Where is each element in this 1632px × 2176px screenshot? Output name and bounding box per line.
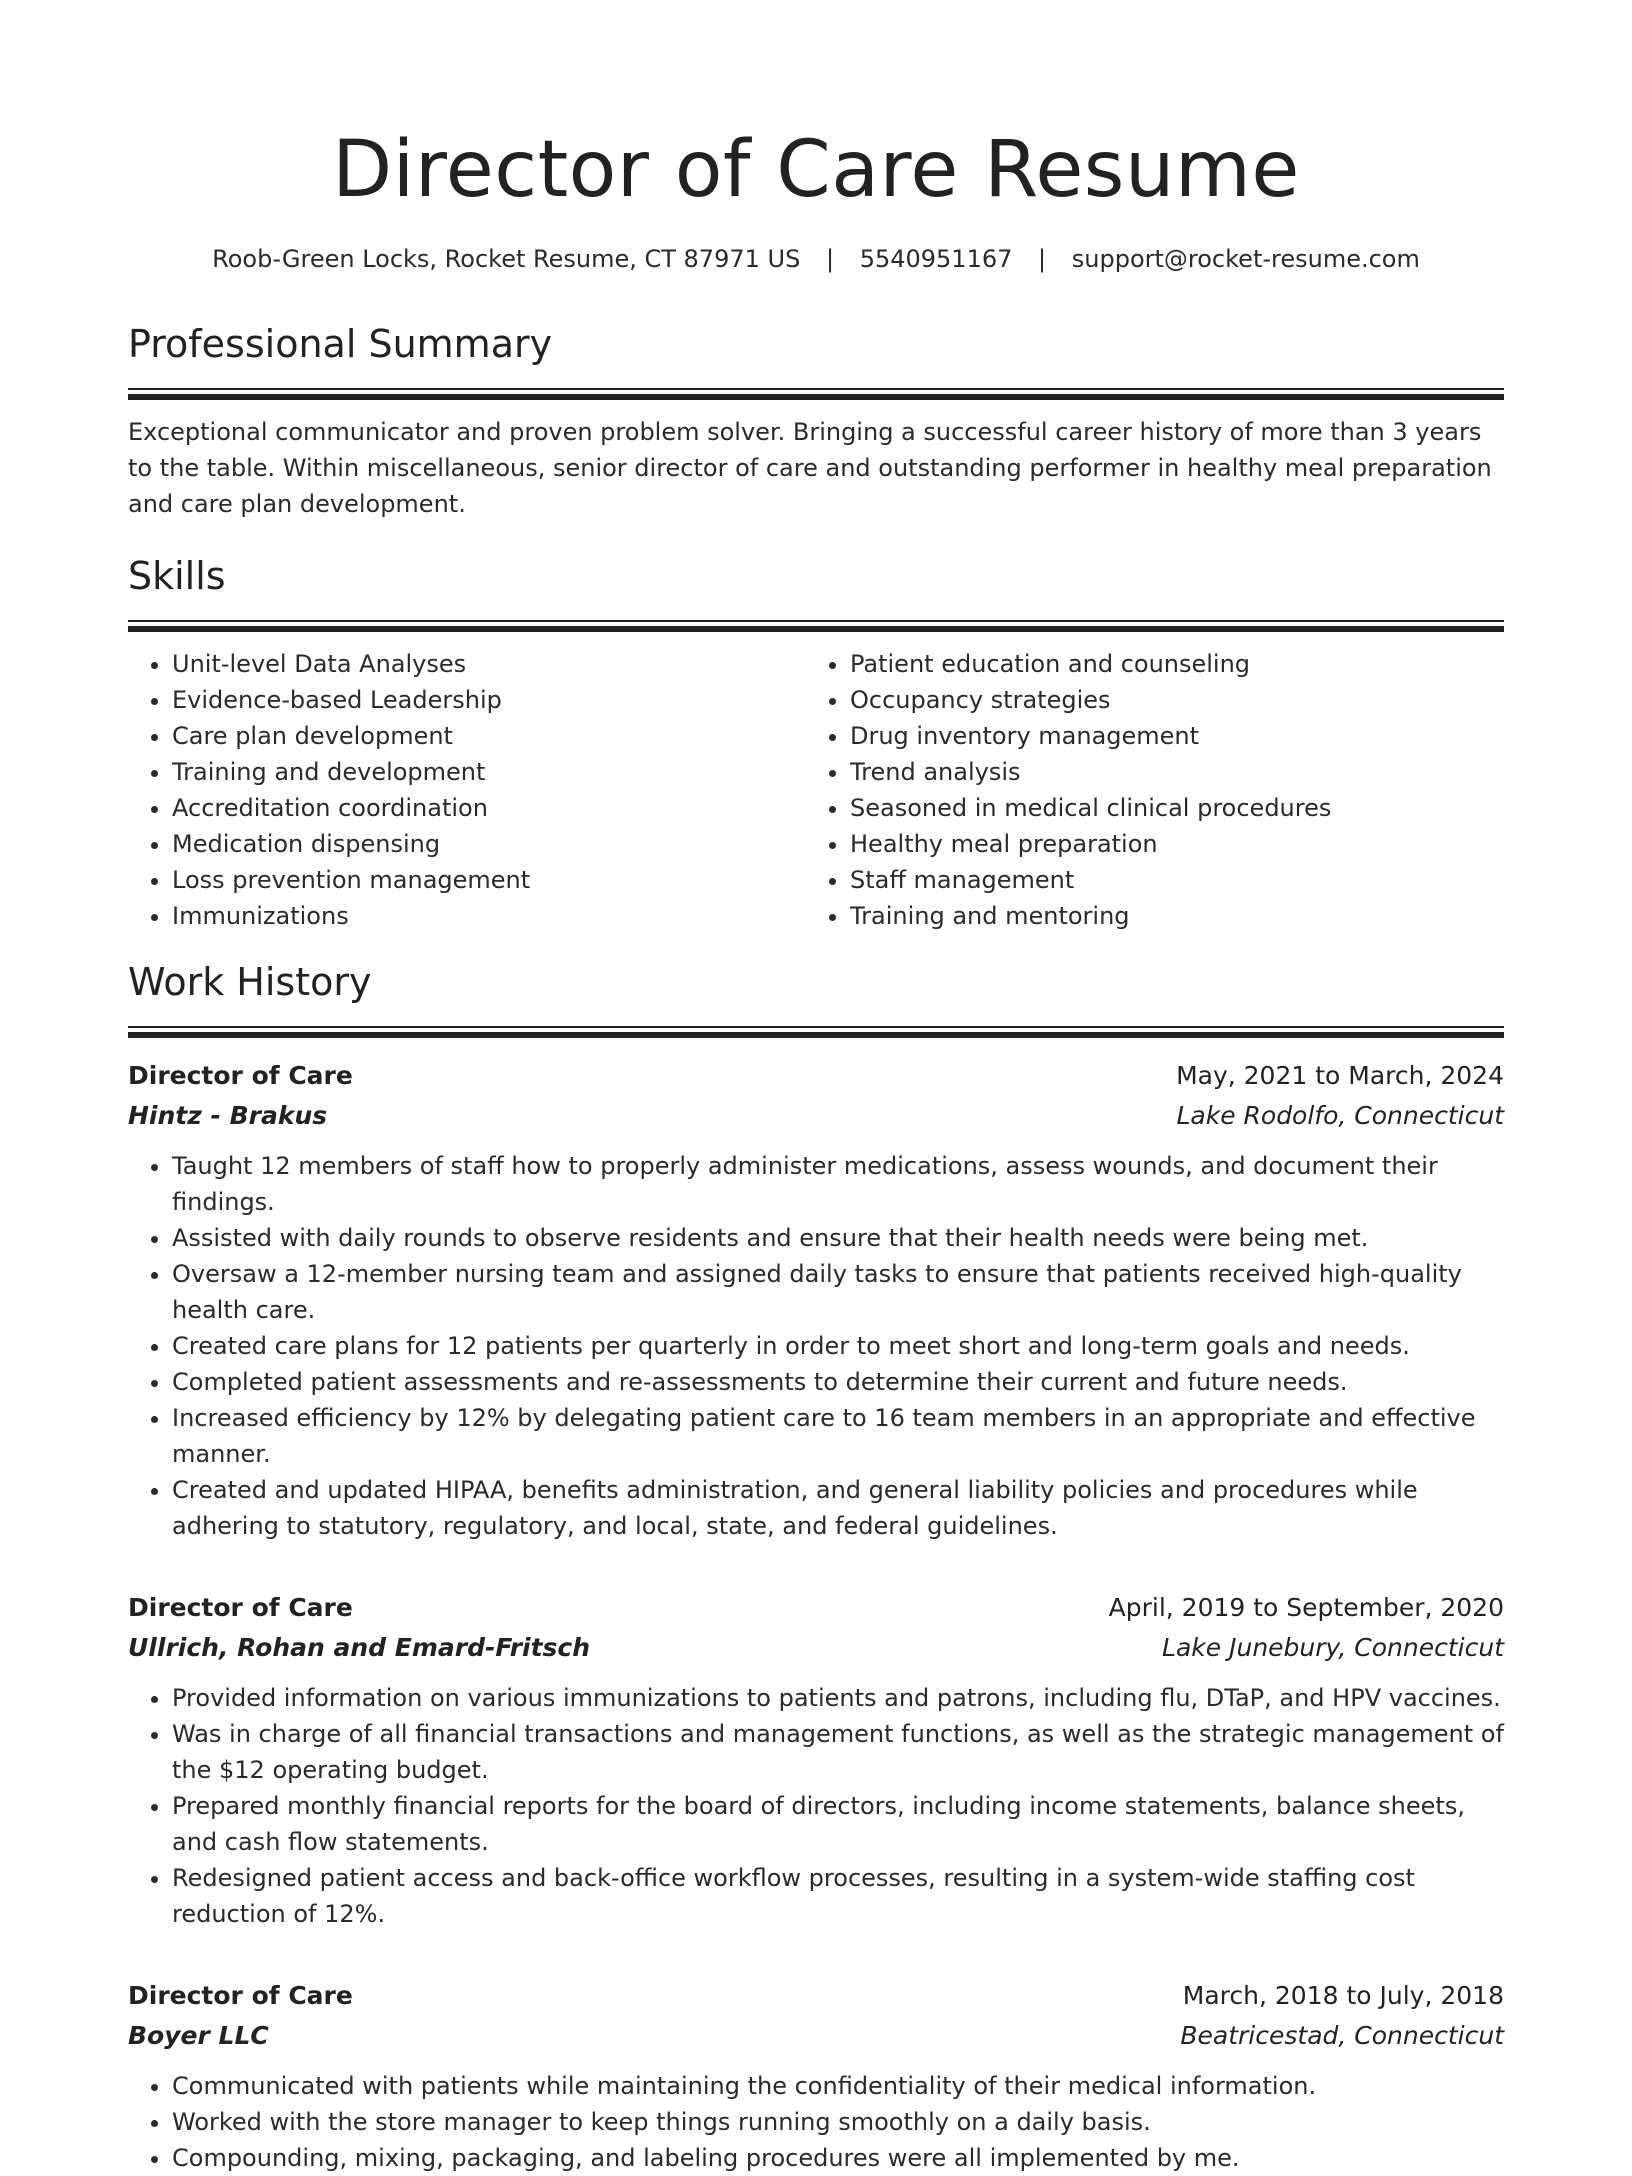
summary-section [128, 320, 1504, 522]
job-company-row [128, 2016, 1504, 2056]
job-location: Lake Junebury, Connecticut [1162, 1633, 1504, 1662]
job-bullet: • Taught 12 members of staff how to properly administer medications, assess wounds, and document their findings. [172, 1148, 1504, 1220]
job-location: Lake Rodolfo, Connecticut [1176, 1101, 1504, 1130]
skill-item: • Training and development [172, 754, 806, 790]
contact-separator: | [1038, 245, 1047, 273]
job-bullet: • Redesigned patient access and back-office workflow processes, resulting in a system-wide staffing cost reduction of 12%. [172, 1860, 1504, 1932]
contact-phone: 5540951167 [859, 245, 1013, 273]
contact-email: support@rocket-resume.com [1071, 245, 1420, 273]
skills-section [128, 552, 1504, 934]
job-bullet: • Prepared monthly financial reports for the board of directors, including income statements, balance sheets, and cash flow statements. [172, 1788, 1504, 1860]
skill-item: • Training and mentoring [850, 898, 1484, 934]
job-dates: April, 2019 to September, 2020 [1108, 1593, 1504, 1622]
job-dates: March, 2018 to July, 2018 [1182, 1981, 1504, 2010]
skill-item: • Staff management [850, 862, 1484, 898]
skill-item: • Seasoned in medical clinical procedures [850, 790, 1484, 826]
job-title: Director of Care [128, 1981, 353, 2010]
job-bullet: • Assisted with daily rounds to observe residents and ensure that their health needs were being met. [172, 1220, 1504, 1256]
contact-separator: | [825, 245, 835, 273]
job-bullet: • Created and updated HIPAA, benefits administration, and general liability policies and procedures while adhering to statutory, regulatory, and local, state, and federal guidelines. [172, 1472, 1504, 1544]
skills-heading: Skills [128, 554, 226, 598]
job-bullets [128, 2068, 1504, 2176]
job-bullets [128, 1680, 1504, 1932]
job-header-row [128, 1976, 1504, 2016]
section-divider [128, 1026, 1504, 1038]
skill-item: • Drug inventory management [850, 718, 1484, 754]
job-header-row [128, 1056, 1504, 1096]
job-company-row [128, 1096, 1504, 1136]
job-location: Beatricestad, Connecticut [1180, 2021, 1504, 2050]
skills-columns [128, 646, 1504, 934]
resume-page [128, 0, 1504, 2176]
job-dates: May, 2021 to March, 2024 [1176, 1061, 1504, 1090]
skills-list-right [806, 646, 1484, 934]
skill-item: • Loss prevention management [172, 862, 806, 898]
skill-item: • Care plan development [172, 718, 806, 754]
job-bullet: • Compounding, mixing, packaging, and labeling procedures were all implemented by me. [172, 2140, 1504, 2176]
job-bullet: • Created care plans for 12 patients per quarterly in order to meet short and long-term goals and needs. [172, 1328, 1504, 1364]
skill-item: • Medication dispensing [172, 826, 806, 862]
skill-item: • Trend analysis [850, 754, 1484, 790]
job-bullet: • Was in charge of all financial transactions and management functions, as well as the strategic management of the $12 operating budget. [172, 1716, 1504, 1788]
job-bullet: • Completed patient assessments and re-assessments to determine their current and future needs. [172, 1364, 1504, 1400]
skill-item: • Patient education and counseling [850, 646, 1484, 682]
skill-item: • Occupancy strategies [850, 682, 1484, 718]
job-company-row [128, 1628, 1504, 1668]
job-bullet: • Communicated with patients while maintaining the confidentiality of their medical information. [172, 2068, 1504, 2104]
job-company: Hintz - Brakus [128, 1101, 328, 1130]
section-divider [128, 388, 1504, 400]
skill-item: • Immunizations [172, 898, 806, 934]
contact-address: Roob-Green Locks, Rocket Resume, CT 87971 US [212, 245, 801, 273]
job-entry [128, 1588, 1504, 1932]
contact-line [128, 242, 1504, 276]
summary-heading: Professional Summary [128, 322, 553, 366]
job-company: Ullrich, Rohan and Emard-Fritsch [128, 1633, 591, 1662]
job-header-row [128, 1588, 1504, 1628]
skill-item: • Accreditation coordination [172, 790, 806, 826]
summary-text: Exceptional communicator and proven problem solver. Bringing a successful career history of more than 3 years to the table. Within miscellaneous, senior director of care and outstanding performer in healthy meal preparation and care plan development. [128, 418, 1492, 518]
job-title: Director of Care [128, 1593, 353, 1622]
skill-item: • Evidence-based Leadership [172, 682, 806, 718]
job-bullet: • Oversaw a 12-member nursing team and assigned daily tasks to ensure that patients received high-quality health care. [172, 1256, 1504, 1328]
job-bullet: • Provided information on various immunizations to patients and patrons, including flu, DTaP, and HPV vaccines. [172, 1680, 1504, 1716]
job-entry [128, 1976, 1504, 2176]
section-divider [128, 620, 1504, 632]
page-title: Director of Care Resume [332, 125, 1300, 215]
job-title: Director of Care [128, 1061, 353, 1090]
work-history-section [128, 958, 1504, 2176]
skill-item: • Healthy meal preparation [850, 826, 1484, 862]
job-entry [128, 1056, 1504, 1544]
skills-list-left [128, 646, 806, 934]
skill-item: • Unit-level Data Analyses [172, 646, 806, 682]
work-history-heading: Work History [128, 960, 372, 1004]
job-company: Boyer LLC [128, 2021, 269, 2050]
job-bullet: • Worked with the store manager to keep things running smoothly on a daily basis. [172, 2104, 1504, 2140]
job-bullet: • Increased efficiency by 12% by delegating patient care to 16 team members in an appropriate and effective manner. [172, 1400, 1504, 1472]
job-bullets [128, 1148, 1504, 1544]
